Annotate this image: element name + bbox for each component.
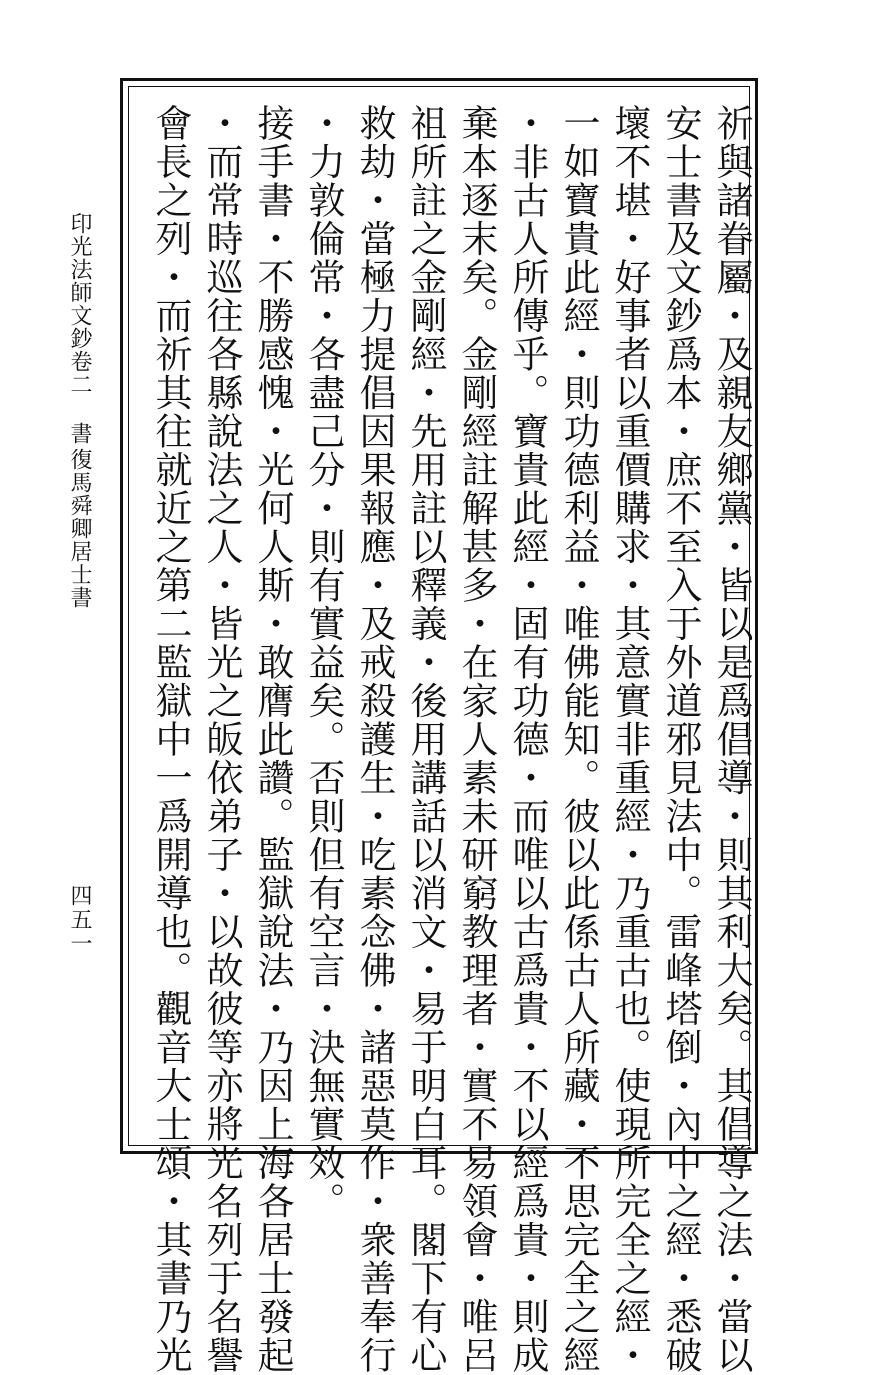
text-column-7: 祖所註之金剛經・先用註以釋義・後用講話以消文・易于明白耳。閣下有心	[404, 104, 447, 1375]
letter-title: 復馬舜卿居士書	[67, 448, 92, 609]
page-number: 四五一	[67, 884, 92, 956]
text-column-9: ・力敦倫常・各盡己分・則有實益矣。否則但有空言・決無實效。	[302, 104, 345, 1221]
text-column-12: 會長之列・而祈其往就近之第二監獄中一爲開導也。觀音大士頌・其書乃光	[149, 104, 192, 1375]
text-column-11: ・而常時巡往各縣說法之人・皆光之皈依弟子・以故彼等亦將光名列于名譽	[200, 104, 243, 1375]
text-column-8: 救劫・當極力提倡因果報應・及戒殺護生・吃素念佛・諸惡莫作・衆善奉行	[353, 104, 396, 1375]
text-column-10: 接手書・不勝感愧・光何人斯・敢膺此讚。監獄說法・乃因上海各居士發起	[251, 104, 294, 1375]
text-column-1: 祈與諸眷屬・及親友鄉黨・皆以是爲倡導・則其利大矣。其倡導之法・當以	[710, 104, 753, 1375]
text-column-2: 安士書及文鈔爲本・庶不至入于外道邪見法中。雷峰塔倒・內中之經・悉破	[659, 104, 702, 1375]
text-column-4: 一如寶貴此經・則功德利益・唯佛能知。彼以此係古人所藏・不思完全之經	[557, 104, 600, 1375]
text-column-6: 棄本逐末矣。金剛經註解甚多・在家人素未研窮教理者・實不易領會・唯呂	[455, 104, 498, 1375]
book-title: 印光法師文鈔卷二 書	[67, 212, 92, 445]
text-column-5: ・非古人所傳乎。寶貴此經・固有功德・而唯以古爲貴・不以經爲貴・則成	[506, 104, 549, 1375]
text-column-3: 壞不堪・好事者以重價購求・其意實非重經・乃重古也。使現所完全之經・	[608, 104, 651, 1375]
